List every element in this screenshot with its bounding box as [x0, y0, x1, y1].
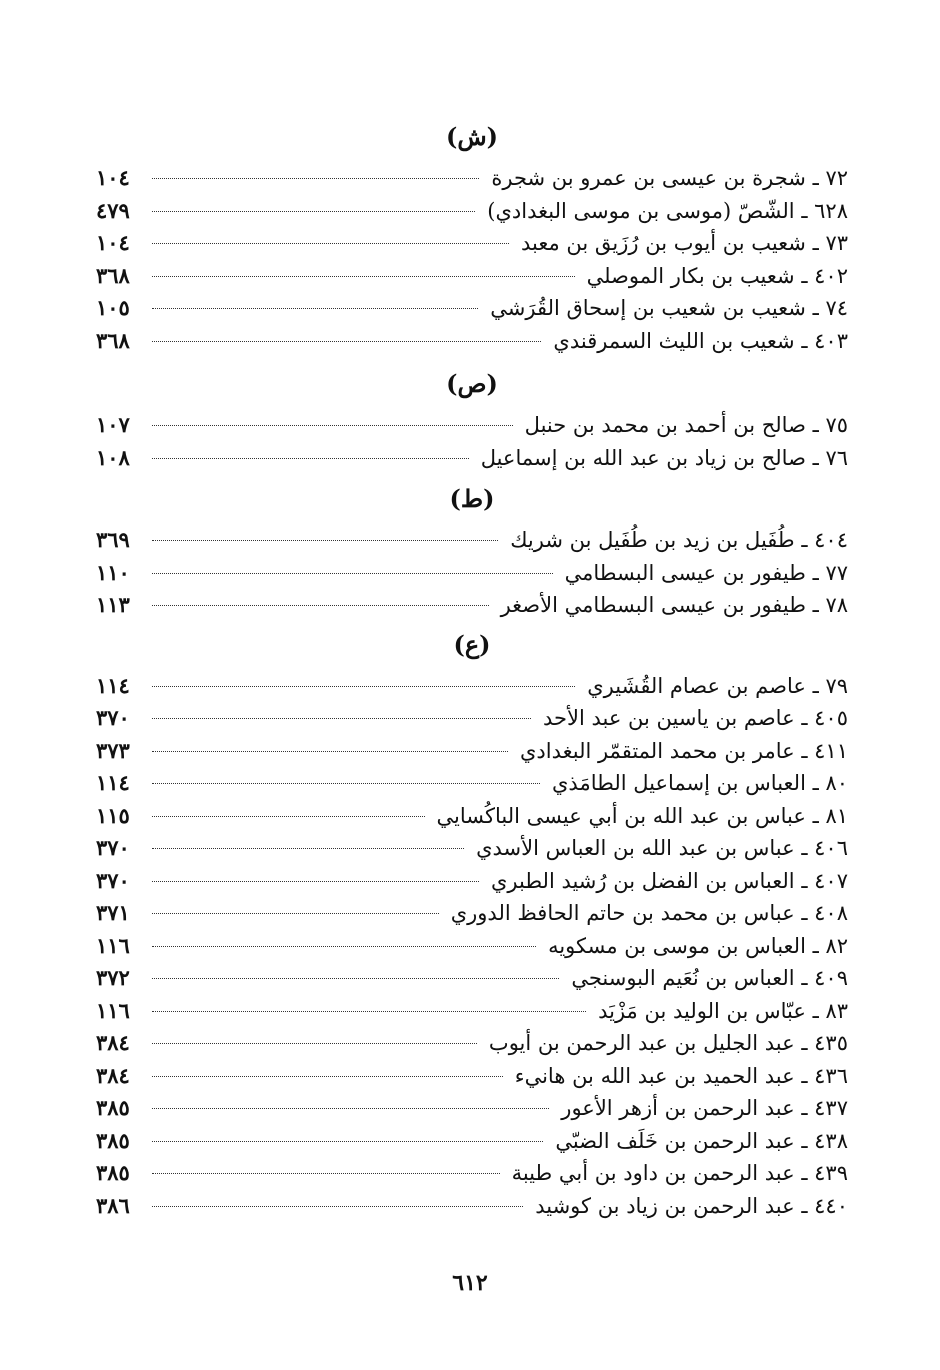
entry-page-number: ٣٧٠ [96, 705, 130, 730]
entry-separator: ـ [812, 445, 819, 470]
dot-leader [152, 1206, 523, 1207]
dot-leader [152, 1043, 477, 1044]
entry-separator: ـ [812, 771, 819, 795]
entry-page-number: ٣٧٣ [96, 737, 130, 763]
entry-name: العباس بن موسى بن مسكويه [548, 933, 806, 958]
entry-separator: ـ [801, 1128, 808, 1153]
entry-title [598, 995, 848, 1028]
entry-number: ٤٣٧ [814, 1096, 848, 1120]
entry-number: ٧٧ [825, 560, 848, 585]
entry-name: عاصم بن عصام القُشَيري [587, 673, 806, 698]
index-entry [96, 260, 848, 293]
entry-separator: ـ [812, 998, 819, 1023]
entry-page-number: ١١٠ [96, 559, 130, 585]
entry-name: طيفور بن عيسى البسطامي [564, 560, 806, 585]
entry-title [520, 735, 848, 768]
entry-number: ٤٠٦ [814, 836, 848, 860]
index-entry [96, 1060, 848, 1093]
entry-number: ٨٣ [825, 998, 848, 1023]
entry-number: ٤٠٩ [814, 966, 848, 990]
index-entry [96, 832, 848, 865]
dot-leader [152, 243, 509, 244]
index-entry [96, 1092, 848, 1125]
entry-name: صالح بن أحمد بن محمد بن حنبل [524, 413, 806, 437]
index-entry [96, 1125, 848, 1158]
index-entry [96, 162, 848, 195]
entry-separator: ـ [801, 263, 808, 288]
entry-page-number: ٣٦٨ [96, 327, 130, 353]
entry-name: عبد الحميد بن عبد الله بن هانيء [514, 1063, 795, 1088]
index-entry [96, 589, 848, 622]
section-taa [96, 478, 848, 622]
entry-number: ٧٨ [825, 593, 848, 617]
entry-page-number: ١٠٧ [96, 412, 130, 437]
entry-separator: ـ [812, 296, 819, 320]
entry-number: ٧٣ [825, 231, 848, 255]
index-entry [96, 409, 848, 442]
entry-name: صالح بن زياد بن عبد الله بن إسماعيل [480, 445, 806, 470]
entry-title [491, 162, 848, 195]
index-entry [96, 1027, 848, 1060]
index-entry [96, 670, 848, 703]
index-content [96, 116, 848, 1222]
dot-leader [152, 913, 439, 914]
entry-name: عامر بن محمد المتقمّر البغدادي [519, 738, 795, 763]
entry-number: ٤٤٠ [814, 1193, 848, 1218]
entry-separator: ـ [801, 868, 808, 893]
dot-leader [152, 881, 479, 882]
entry-title [571, 962, 848, 995]
entry-page-number: ٣٦٨ [96, 262, 130, 288]
entry-number: ٤٠٤ [814, 528, 848, 552]
index-entry [96, 325, 848, 358]
index-entry [96, 702, 848, 735]
entry-title [489, 1027, 848, 1060]
index-entry [96, 1157, 848, 1190]
entry-name: شعيب بن الليث السمرقندي [553, 328, 795, 353]
entry-separator: ـ [801, 836, 808, 860]
entry-number: ٤٠٣ [814, 328, 848, 353]
entry-name: العباس بن نُعَيم البوسنجي [571, 966, 795, 990]
entry-separator: ـ [801, 528, 808, 552]
dot-leader [152, 341, 541, 342]
entry-separator: ـ [801, 1063, 808, 1088]
entry-name: عباس بن محمد بن حاتم الحافظ الدوري [450, 901, 795, 925]
entry-title [525, 409, 848, 442]
entry-title [587, 260, 848, 293]
entry-title [553, 325, 848, 358]
section-saad [96, 363, 848, 474]
entry-number: ٤١١ [814, 738, 848, 763]
dot-leader [152, 1011, 586, 1012]
entry-page-number: ٣٨٦ [96, 1192, 130, 1218]
entry-page-number: ١٠٥ [96, 295, 130, 320]
entry-title [481, 442, 848, 475]
entry-page-number: ٣٨٥ [96, 1095, 130, 1120]
entry-title [561, 1092, 848, 1125]
entry-title [521, 227, 848, 260]
entry-name: عبّاس بن الوليد بن مَزْيَد [598, 998, 806, 1023]
index-entry [96, 1190, 848, 1223]
entry-number: ٤٣٨ [814, 1128, 848, 1153]
index-entry [96, 524, 848, 557]
dot-leader [152, 178, 479, 179]
index-entry [96, 800, 848, 833]
entry-separator: ـ [812, 593, 819, 617]
dot-leader [152, 946, 536, 947]
entry-name: طيفور بن عيسى البسطامي الأصغر [500, 593, 806, 617]
dot-leader [152, 540, 498, 541]
entry-title [476, 832, 848, 865]
entry-name: عبد الرحمن بن زياد بن كوشيد [535, 1193, 795, 1218]
entry-separator: ـ [801, 1161, 808, 1185]
entry-number: ٤٠٧ [814, 868, 848, 893]
dot-leader [152, 1076, 503, 1077]
dot-leader [152, 458, 469, 459]
entry-name: عبد الرحمن بن خَلَف الضبّي [555, 1128, 795, 1153]
entry-separator: ـ [812, 933, 819, 958]
entry-page-number: ٤٧٩ [96, 197, 130, 223]
entry-name: عبد الجليل بن عبد الرحمن بن أيوب [488, 1031, 795, 1055]
entry-name: طُفَيل بن زيد بن طُفَيل بن شريك [510, 528, 795, 552]
entry-separator: ـ [812, 560, 819, 585]
entry-number: ٧٦ [825, 445, 848, 470]
entry-number: ٨٠ [825, 771, 848, 795]
entry-title [515, 1060, 848, 1093]
entry-name: شعيب بن شعيب بن إسحاق القُرَشي [490, 296, 806, 320]
dot-leader [152, 686, 575, 687]
entry-page-number: ١١٤ [96, 672, 130, 698]
entry-title [555, 1125, 848, 1158]
entry-page-number: ٣٦٩ [96, 527, 130, 552]
entry-page-number: ٣٨٥ [96, 1127, 130, 1153]
entry-separator: ـ [801, 966, 808, 990]
entry-page-number: ١١٤ [96, 770, 130, 795]
section-sheen [96, 116, 848, 357]
entry-name: العباس بن الفضل بن رُشيد الطبري [490, 868, 795, 893]
entry-title [587, 670, 848, 703]
entry-title [487, 195, 848, 228]
entry-page-number: ٣٨٤ [96, 1062, 130, 1088]
entry-separator: ـ [812, 166, 819, 190]
entry-name: عباس بن عبد الله بن أبي عيسى الباكُسايي [436, 803, 806, 828]
entry-title [535, 1190, 848, 1223]
entry-page-number: ٣٨٤ [96, 1030, 130, 1055]
entry-number: ٤٣٩ [814, 1161, 848, 1185]
index-entry [96, 995, 848, 1028]
entry-name: شعيب بن بكار الموصلي [586, 263, 795, 288]
index-entry [96, 735, 848, 768]
entry-page-number: ١٠٤ [96, 165, 130, 190]
index-entry [96, 865, 848, 898]
dot-leader [152, 783, 540, 784]
dot-leader [152, 211, 475, 212]
entry-separator: ـ [801, 1193, 808, 1218]
entry-title [548, 930, 848, 963]
entry-page-number: ٣٧٢ [96, 965, 130, 990]
entry-page-number: ٣٧١ [96, 900, 130, 925]
entry-separator: ـ [801, 1096, 808, 1120]
entry-separator: ـ [801, 1031, 808, 1055]
entry-title [510, 524, 848, 557]
entry-name: عاصم بن ياسين بن عبد الأحد [542, 706, 795, 730]
entry-page-number: ١١٦ [96, 997, 130, 1023]
entry-number: ٨١ [825, 803, 848, 828]
dot-leader [152, 425, 513, 426]
index-entry [96, 930, 848, 963]
entry-number: ٤٠٨ [814, 901, 848, 925]
entry-title [451, 897, 848, 930]
entry-number: ٧٢ [825, 166, 848, 190]
dot-leader [152, 751, 508, 752]
entry-page-number: ١١٥ [96, 802, 130, 828]
entry-separator: ـ [812, 673, 819, 698]
entry-name: شجرة بن عيسى بن عمرو بن شجرة [491, 166, 806, 190]
index-entry [96, 195, 848, 228]
entry-title [490, 292, 848, 325]
dot-leader [152, 605, 489, 606]
section-ain [96, 624, 848, 1223]
dot-leader [152, 848, 464, 849]
index-entry [96, 897, 848, 930]
entry-separator: ـ [801, 901, 808, 925]
section-heading: (ط) [449, 484, 495, 513]
entry-name: الشّصّ (موسى بن موسى البغدادي) [487, 198, 795, 223]
entry-name: عباس بن عبد الله بن العباس الأسدي [476, 836, 795, 860]
section-heading: (ص) [446, 369, 498, 398]
entry-page-number: ١٠٨ [96, 444, 130, 470]
dot-leader [152, 718, 531, 719]
entry-separator: ـ [801, 328, 808, 353]
dot-leader [152, 978, 559, 979]
entry-page-number: ٣٧٠ [96, 835, 130, 860]
entry-separator: ـ [812, 231, 819, 255]
entry-number: ٧٥ [825, 413, 848, 437]
entry-number: ٦٢٨ [814, 198, 848, 223]
entry-title [437, 800, 848, 833]
dot-leader [152, 308, 478, 309]
index-entry [96, 292, 848, 325]
entry-separator: ـ [812, 803, 819, 828]
entry-number: ٧٩ [825, 673, 848, 698]
entry-title [491, 865, 848, 898]
entry-number: ٤٣٥ [814, 1031, 848, 1055]
index-entry [96, 767, 848, 800]
entry-number: ٤٠٢ [814, 263, 848, 288]
page-number: ٦١٢ [452, 1270, 488, 1296]
entry-title [552, 767, 848, 800]
entry-page-number: ٣٨٥ [96, 1160, 130, 1185]
entry-number: ٤٠٥ [814, 706, 848, 730]
entry-page-number: ١١٦ [96, 932, 130, 958]
entry-separator: ـ [801, 738, 808, 763]
entry-separator: ـ [812, 413, 819, 437]
dot-leader [152, 1173, 500, 1174]
entry-name: عبد الرحمن بن داود بن أبي طيبة [511, 1161, 795, 1185]
entry-number: ٨٢ [825, 933, 848, 958]
entry-number: ٧٤ [825, 296, 848, 320]
entry-title [565, 557, 848, 590]
section-heading: (ع) [453, 629, 491, 659]
entry-page-number: ١١٣ [96, 592, 130, 617]
entry-page-number: ١٠٤ [96, 230, 130, 255]
entry-title [501, 589, 848, 622]
entry-separator: ـ [801, 198, 808, 223]
entry-name: شعيب بن أيوب بن رُزَيق بن معبد [521, 231, 806, 255]
index-entry [96, 227, 848, 260]
dot-leader [152, 573, 553, 574]
dot-leader [152, 276, 575, 277]
index-entry [96, 962, 848, 995]
dot-leader [152, 816, 425, 817]
dot-leader [152, 1141, 543, 1142]
dot-leader [152, 1108, 549, 1109]
entry-name: عبد الرحمن بن أزهر الأعور [561, 1096, 795, 1120]
entry-title [543, 702, 848, 735]
entry-page-number: ٣٧٠ [96, 867, 130, 893]
index-entry [96, 557, 848, 590]
entry-number: ٤٣٦ [814, 1063, 848, 1088]
entry-separator: ـ [801, 706, 808, 730]
entry-name: العباس بن إسماعيل الطامَذي [552, 771, 806, 795]
entry-title [512, 1157, 848, 1190]
section-heading: (ش) [445, 122, 498, 151]
index-entry [96, 442, 848, 475]
